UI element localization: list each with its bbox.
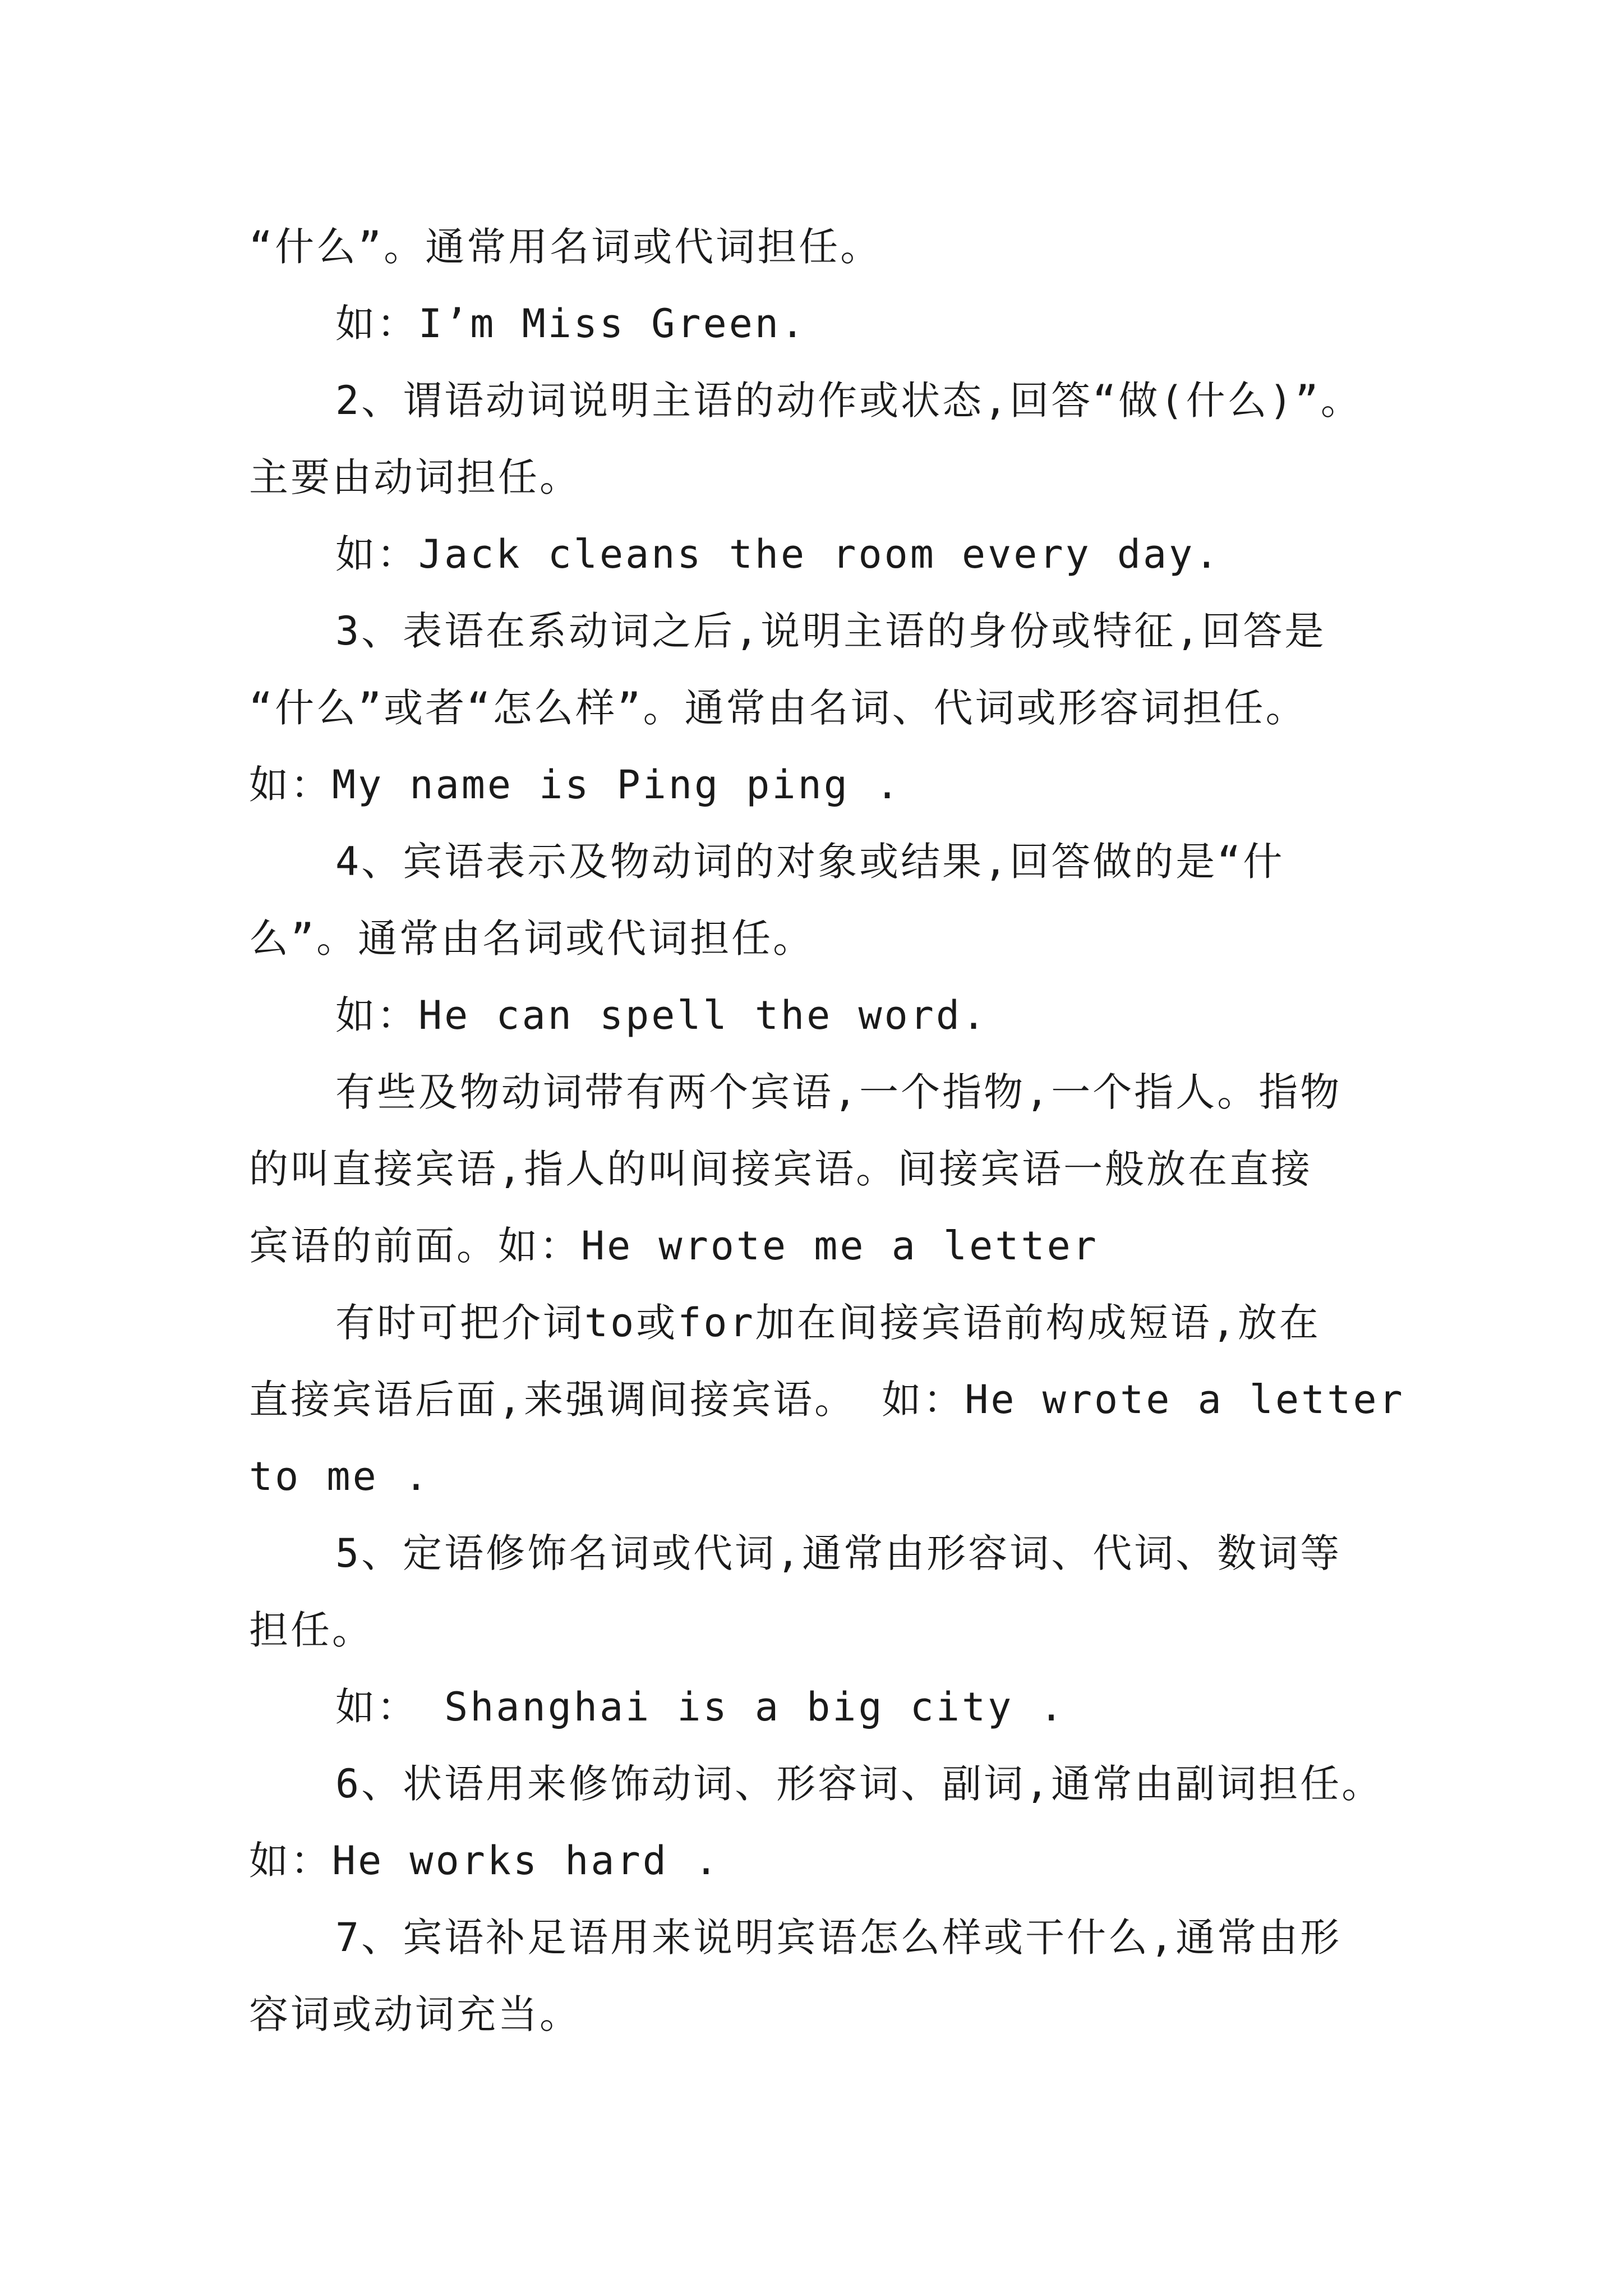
section-heading-predicate: 2、谓语动词说明主语的动作或状态,回答“做(什么)”。: [335, 378, 1362, 424]
section-heading-predicative: 3、表语在系动词之后,说明主语的身份或特征,回答是: [335, 608, 1326, 654]
text-line: 的叫直接宾语,指人的叫间接宾语。间接宾语一般放在直接: [249, 1146, 1313, 1192]
section-heading-object: 4、宾语表示及物动词的对象或结果,回答做的是“什: [335, 839, 1285, 885]
text-line: 担任。: [249, 1607, 374, 1653]
example-line: 如：He can spell the word.: [335, 992, 988, 1038]
text-line: 有时可把介词to或for加在间接宾语前构成短语,放在: [335, 1300, 1321, 1346]
section-heading-adverbial: 6、状语用来修饰动词、形容词、副词,通常由副词担任。: [335, 1761, 1384, 1807]
text-line: 么”。通常由名词或代词担任。: [249, 915, 815, 961]
text-line: 宾语的前面。如：He wrote me a letter: [249, 1223, 1099, 1269]
text-line: 主要由动词担任。: [249, 454, 581, 500]
example-line: 如：My name is Ping ping .: [249, 762, 902, 808]
text-line: 有些及物动词带有两个宾语,一个指物,一个指人。指物: [335, 1069, 1342, 1115]
example-line: 如：He works hard .: [249, 1838, 721, 1884]
text-line: to me .: [249, 1453, 431, 1499]
example-line: 如：Jack cleans the room every day.: [335, 531, 1221, 577]
section-heading-object-complement: 7、宾语补足语用来说明宾语怎么样或干什么,通常由形: [335, 1915, 1342, 1961]
section-heading-attribute: 5、定语修饰名词或代词,通常由形容词、代词、数词等: [335, 1530, 1342, 1576]
document-body: [249, 209, 1405, 2053]
text-line: 容词或动词充当。: [249, 1991, 581, 2037]
example-line: 如： Shanghai is a big city .: [335, 1684, 1066, 1730]
text-line: “什么”。通常用名词或代词担任。: [249, 224, 882, 270]
text-line: 直接宾语后面,来强调间接宾语。 如：He wrote a letter: [249, 1377, 1405, 1423]
text-line: “什么”或者“怎么样”。通常由名词、代词或形容词担任。: [249, 685, 1307, 731]
example-line: 如：I’m Miss Green.: [335, 301, 807, 347]
